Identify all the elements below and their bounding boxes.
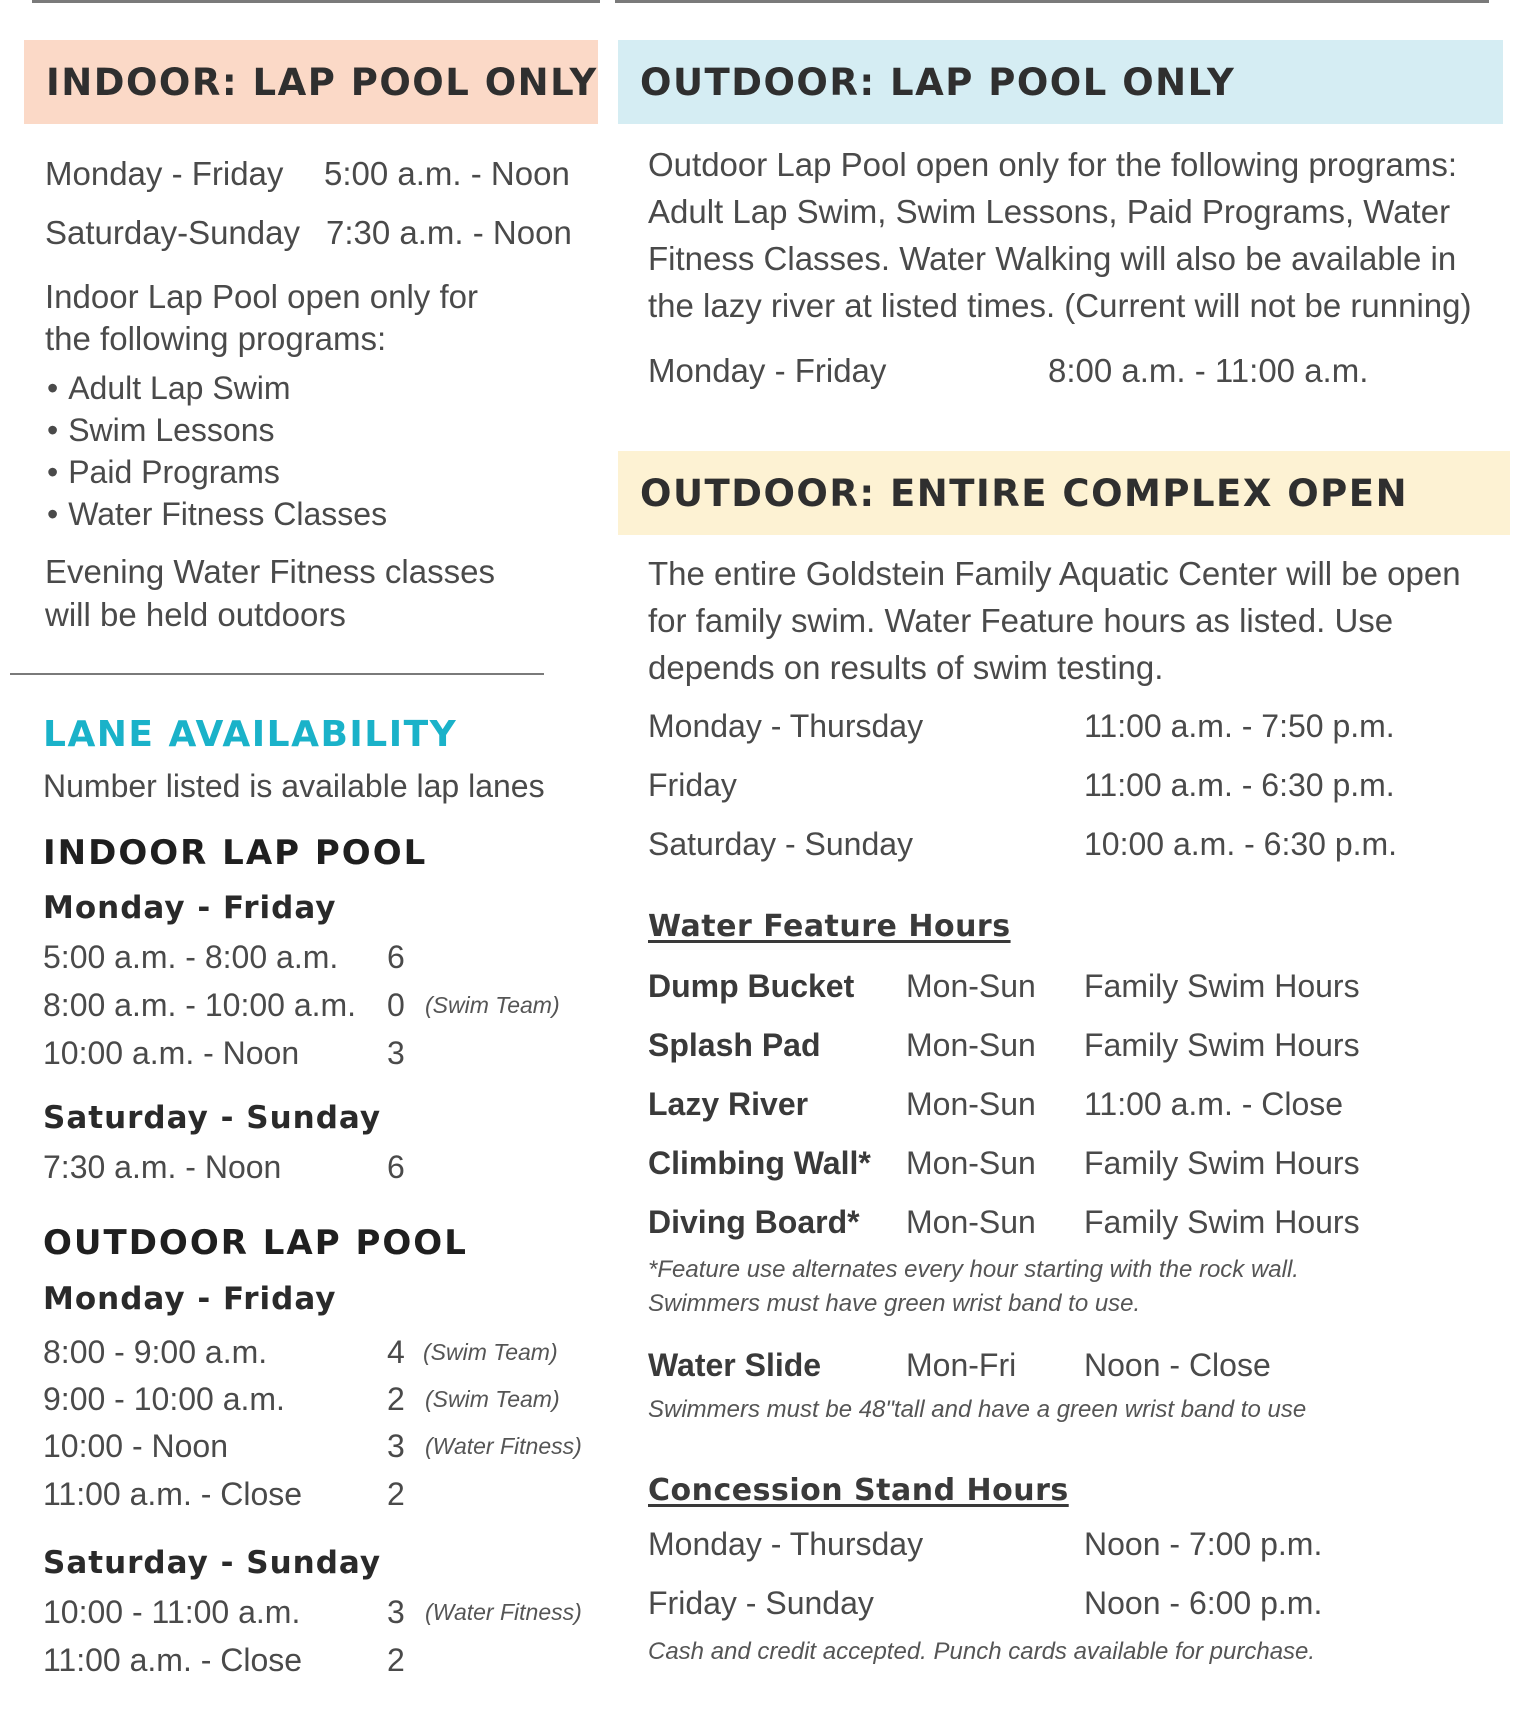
table-row: Saturday - Sunday 10:00 a.m. - 6:30 p.m.	[648, 825, 1398, 862]
outdoor-lap-days: Monday - Friday	[648, 352, 887, 389]
table-row: Diving Board* Mon-Sun Family Swim Hours	[648, 1203, 1360, 1240]
outdoor-lap-pool-heading: OUTDOOR LAP POOL	[43, 1223, 468, 1263]
concession-note: Cash and credit accepted. Punch cards available for purchase.	[648, 1638, 1316, 1665]
indoor-hours-time-0: 5:00 a.m. - Noon	[324, 155, 570, 192]
indoor-weekday-heading: Monday - Friday	[43, 890, 337, 926]
evening-note: Evening Water Fitness classes will be held outdoors	[45, 553, 495, 633]
outdoor-lap-time: 8:00 a.m. - 11:00 a.m.	[1048, 352, 1369, 389]
table-row: 11:00 a.m. - Close 2	[43, 1475, 405, 1512]
outdoor-weekday-heading: Monday - Friday	[43, 1281, 337, 1317]
complex-banner	[618, 451, 1510, 535]
table-row: Lazy River Mon-Sun 11:00 a.m. - Close	[648, 1085, 1344, 1122]
left-divider	[10, 673, 544, 675]
indoor-program-list	[47, 367, 387, 535]
list-item: • Paid Programs	[47, 451, 387, 493]
concession-heading: Concession Stand Hours	[648, 1473, 1069, 1508]
complex-description: The entire Goldstein Family Aquatic Center will be open for family swim. Water Feature hours as listed. Use depends on results of swim testing.	[648, 555, 1461, 686]
water-feature-heading: Water Feature Hours	[648, 909, 1011, 944]
indoor-weekend-heading: Saturday - Sunday	[43, 1100, 382, 1136]
table-row: 7:30 a.m. - Noon 6	[43, 1148, 405, 1185]
slide-note: Swimmers must be 48"tall and have a green wrist band to use	[648, 1396, 1307, 1423]
lane-availability-subtitle: Number listed is available lap lanes	[43, 768, 545, 804]
table-row: 10:00 - 11:00 a.m. 3 (Water Fitness)	[43, 1593, 582, 1630]
table-row: 11:00 a.m. - Close 2	[43, 1641, 405, 1678]
indoor-hours-days-1: Saturday-Sunday	[45, 214, 300, 251]
feature-footnote-1: *Feature use alternates every hour starting with the rock wall.	[648, 1256, 1299, 1283]
table-row: 10:00 - Noon 3 (Water Fitness)	[43, 1427, 582, 1464]
list-item: • Water Fitness Classes	[47, 493, 387, 535]
indoor-hours-days-0: Monday - Friday	[45, 155, 284, 192]
complex-title: OUTDOOR: ENTIRE COMPLEX OPEN	[640, 471, 1409, 515]
table-row: Climbing Wall* Mon-Sun Family Swim Hours	[648, 1144, 1360, 1181]
indoor-lap-title: INDOOR: LAP POOL ONLY	[46, 60, 598, 104]
list-item: • Swim Lessons	[47, 409, 387, 451]
indoor-intro: Indoor Lap Pool open only for the following programs:	[45, 278, 478, 357]
indoor-lap-pool-heading: INDOOR LAP POOL	[43, 833, 428, 873]
table-row: Splash Pad Mon-Sun Family Swim Hours	[648, 1026, 1360, 1063]
outdoor-weekend-heading: Saturday - Sunday	[43, 1545, 382, 1581]
table-row: Friday 11:00 a.m. - 6:30 p.m.	[648, 766, 1395, 803]
list-item: • Adult Lap Swim	[47, 367, 387, 409]
indoor-hours-time-1: 7:30 a.m. - Noon	[326, 214, 572, 251]
outdoor-lap-banner	[618, 40, 1503, 124]
outdoor-lap-title: OUTDOOR: LAP POOL ONLY	[640, 60, 1236, 104]
table-row: Friday - Sunday Noon - 6:00 p.m.	[648, 1584, 1323, 1621]
table-row: 5:00 a.m. - 8:00 a.m. 6	[43, 938, 405, 975]
outdoor-lap-description: Outdoor Lap Pool open only for the following programs: Adult Lap Swim, Swim Lessons, Paid Programs, Water Fitness Classes. Water Walking will also be available in the lazy river at listed times. (Current will not be running)	[648, 146, 1472, 324]
table-row: Dump Bucket Mon-Sun Family Swim Hours	[648, 967, 1360, 1004]
top-rule-left	[32, 0, 600, 3]
feature-footnote-2: Swimmers must have green wrist band to use.	[648, 1290, 1141, 1317]
table-row: Water Slide Mon-Fri Noon - Close	[648, 1346, 1271, 1383]
table-row: 10:00 a.m. - Noon 3	[43, 1034, 405, 1071]
lane-availability-title: LANE AVAILABILITY	[43, 714, 458, 755]
table-row: 8:00 a.m. - 10:00 a.m. 0 (Swim Team)	[43, 986, 560, 1023]
table-row: 8:00 - 9:00 a.m. 4 (Swim Team)	[43, 1333, 558, 1370]
table-row: Monday - Thursday Noon - 7:00 p.m.	[648, 1525, 1323, 1562]
top-rule-right	[615, 0, 1489, 3]
table-row: 9:00 - 10:00 a.m. 2 (Swim Team)	[43, 1380, 560, 1417]
table-row: Monday - Thursday 11:00 a.m. - 7:50 p.m.	[648, 707, 1395, 744]
indoor-lap-banner	[24, 40, 598, 124]
